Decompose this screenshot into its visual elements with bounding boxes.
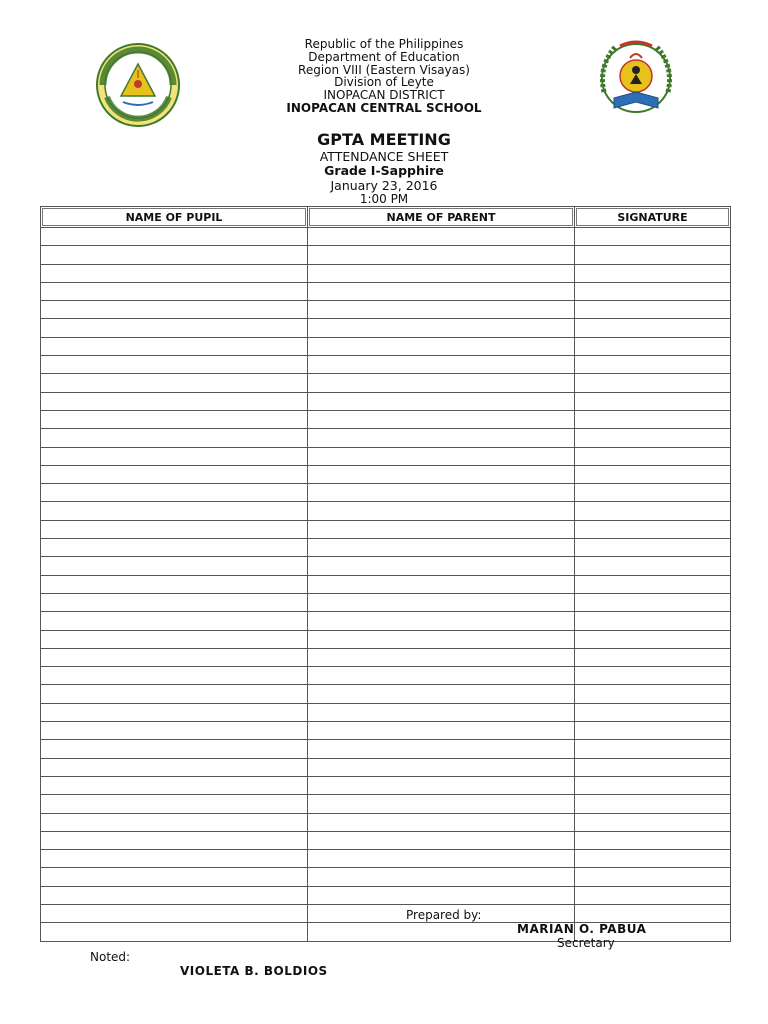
parent-cell — [308, 392, 575, 410]
parent-cell — [308, 447, 575, 465]
table-row — [41, 831, 731, 849]
prepared-by-role: Secretary — [557, 936, 615, 950]
header-school: INOPACAN CENTRAL SCHOOL — [286, 100, 482, 115]
pupil-cell — [41, 337, 308, 355]
parent-cell — [308, 886, 575, 904]
parent-cell — [308, 374, 575, 392]
signature-cell — [575, 795, 731, 813]
table-row — [41, 886, 731, 904]
signature-cell — [575, 429, 731, 447]
signature-cell — [575, 575, 731, 593]
table-row — [41, 429, 731, 447]
prepared-by-name: MARIAN O. PABUA — [517, 922, 647, 936]
pupil-cell — [41, 465, 308, 483]
header-republic: Republic of the Philippines — [304, 37, 464, 51]
table-row — [41, 539, 731, 557]
header-district: INOPACAN DISTRICT — [323, 88, 445, 103]
table-row — [41, 904, 731, 922]
parent-cell — [308, 301, 575, 319]
parent-cell — [308, 667, 575, 685]
table-row — [41, 484, 731, 502]
parent-cell — [308, 337, 575, 355]
signature-cell — [575, 612, 731, 630]
pupil-cell — [41, 703, 308, 721]
signature-cell — [575, 465, 731, 483]
pupil-cell — [41, 831, 308, 849]
table-row — [41, 740, 731, 758]
pupil-cell — [41, 356, 308, 374]
pupil-cell — [41, 904, 308, 922]
table-row — [41, 520, 731, 538]
signature-cell — [575, 685, 731, 703]
letterhead — [0, 38, 768, 115]
attendance-table — [40, 206, 731, 942]
pupil-cell — [41, 429, 308, 447]
parent-cell — [308, 228, 575, 246]
signature-cell — [575, 356, 731, 374]
table-row — [41, 557, 731, 575]
table-row — [41, 301, 731, 319]
signature-cell — [575, 539, 731, 557]
pupil-cell — [41, 246, 308, 264]
pupil-cell — [41, 319, 308, 337]
table-row — [41, 356, 731, 374]
pupil-cell — [41, 228, 308, 246]
pupil-cell — [41, 392, 308, 410]
pupil-cell — [41, 758, 308, 776]
table-row — [41, 410, 731, 428]
signature-cell — [575, 667, 731, 685]
meeting-date: January 23, 2016 — [330, 178, 438, 193]
pupil-cell — [41, 374, 308, 392]
pupil-cell — [41, 630, 308, 648]
parent-cell — [308, 575, 575, 593]
table-row — [41, 593, 731, 611]
parent-cell — [308, 502, 575, 520]
parent-cell — [308, 593, 575, 611]
pupil-cell — [41, 484, 308, 502]
pupil-cell — [41, 520, 308, 538]
table-row — [41, 319, 731, 337]
table-row — [41, 630, 731, 648]
table-row — [41, 228, 731, 246]
parent-cell — [308, 429, 575, 447]
pupil-cell — [41, 667, 308, 685]
signature-cell — [575, 850, 731, 868]
column-header-signature: SIGNATURE — [575, 207, 731, 228]
pupil-cell — [41, 722, 308, 740]
table-row — [41, 612, 731, 630]
signature-cell — [575, 447, 731, 465]
parent-cell — [308, 831, 575, 849]
signature-cell — [575, 776, 731, 794]
pupil-cell — [41, 301, 308, 319]
table-row — [41, 795, 731, 813]
parent-cell — [308, 484, 575, 502]
table-row — [41, 703, 731, 721]
parent-cell — [308, 465, 575, 483]
signature-cell — [575, 831, 731, 849]
header-region: Region VIII (Eastern Visayas) — [298, 62, 470, 77]
signature-cell — [575, 593, 731, 611]
parent-cell — [308, 612, 575, 630]
table-row — [41, 575, 731, 593]
table-row — [41, 374, 731, 392]
prepared-by-label: Prepared by: — [406, 908, 482, 922]
signature-cell — [575, 319, 731, 337]
parent-cell — [308, 410, 575, 428]
header-department: Department of Education — [308, 49, 460, 64]
pupil-cell — [41, 813, 308, 831]
pupil-cell — [41, 776, 308, 794]
signature-cell — [575, 301, 731, 319]
table-row — [41, 392, 731, 410]
table-row — [41, 246, 731, 264]
parent-cell — [308, 648, 575, 666]
signature-cell — [575, 648, 731, 666]
table-row — [41, 264, 731, 282]
parent-cell — [308, 722, 575, 740]
signature-cell — [575, 740, 731, 758]
table-row — [41, 502, 731, 520]
parent-cell — [308, 776, 575, 794]
grade-section: Grade I-Sapphire — [324, 163, 444, 178]
signature-cell — [575, 758, 731, 776]
signature-cell — [575, 886, 731, 904]
table-header-row — [41, 207, 731, 228]
table-row — [41, 648, 731, 666]
signature-cell — [575, 630, 731, 648]
signature-cell — [575, 374, 731, 392]
signature-cell — [575, 520, 731, 538]
signature-cell — [575, 557, 731, 575]
signature-cell — [575, 813, 731, 831]
signature-cell — [575, 502, 731, 520]
signature-cell — [575, 228, 731, 246]
parent-cell — [308, 520, 575, 538]
parent-cell — [308, 813, 575, 831]
table-row — [41, 722, 731, 740]
page-title: GPTA MEETING — [317, 130, 451, 149]
pupil-cell — [41, 264, 308, 282]
pupil-cell — [41, 539, 308, 557]
parent-cell — [308, 758, 575, 776]
table-row — [41, 337, 731, 355]
signature-cell — [575, 337, 731, 355]
signature-cell — [575, 703, 731, 721]
signature-cell — [575, 246, 731, 264]
parent-cell — [308, 282, 575, 300]
pupil-cell — [41, 447, 308, 465]
parent-cell — [308, 319, 575, 337]
parent-cell — [308, 868, 575, 886]
page-subtitle: ATTENDANCE SHEET — [319, 149, 449, 164]
pupil-cell — [41, 685, 308, 703]
noted-by-name: VIOLETA B. BOLDIOS — [180, 964, 328, 978]
table-row — [41, 667, 731, 685]
signature-cell — [575, 904, 731, 922]
column-header-pupil: NAME OF PUPIL — [41, 207, 308, 228]
signature-cell — [575, 392, 731, 410]
signature-cell — [575, 282, 731, 300]
parent-cell — [308, 557, 575, 575]
signature-cell — [575, 484, 731, 502]
pupil-cell — [41, 740, 308, 758]
pupil-cell — [41, 575, 308, 593]
signature-cell — [575, 264, 731, 282]
pupil-cell — [41, 850, 308, 868]
parent-cell — [308, 795, 575, 813]
table-row — [41, 685, 731, 703]
meeting-time: 1:00 PM — [359, 192, 409, 206]
pupil-cell — [41, 795, 308, 813]
table-row — [41, 465, 731, 483]
table-row — [41, 758, 731, 776]
pupil-cell — [41, 648, 308, 666]
pupil-cell — [41, 886, 308, 904]
pupil-cell — [41, 923, 308, 941]
pupil-cell — [41, 410, 308, 428]
table-row — [41, 813, 731, 831]
table-row — [41, 447, 731, 465]
parent-cell — [308, 539, 575, 557]
table-row — [41, 776, 731, 794]
parent-cell — [308, 264, 575, 282]
table-row — [41, 282, 731, 300]
pupil-cell — [41, 868, 308, 886]
table-row — [41, 868, 731, 886]
parent-cell — [308, 630, 575, 648]
pupil-cell — [41, 612, 308, 630]
signature-cell — [575, 410, 731, 428]
parent-cell — [308, 685, 575, 703]
parent-cell — [308, 703, 575, 721]
signature-cell — [575, 868, 731, 886]
column-header-parent: NAME OF PARENT — [308, 207, 575, 228]
pupil-cell — [41, 557, 308, 575]
parent-cell — [308, 246, 575, 264]
pupil-cell — [41, 502, 308, 520]
header-division: Division of Leyte — [334, 75, 434, 90]
signature-cell — [575, 722, 731, 740]
parent-cell — [308, 740, 575, 758]
pupil-cell — [41, 593, 308, 611]
noted-label: Noted: — [90, 950, 131, 964]
table-row — [41, 850, 731, 868]
parent-cell — [308, 356, 575, 374]
pupil-cell — [41, 282, 308, 300]
parent-cell — [308, 850, 575, 868]
